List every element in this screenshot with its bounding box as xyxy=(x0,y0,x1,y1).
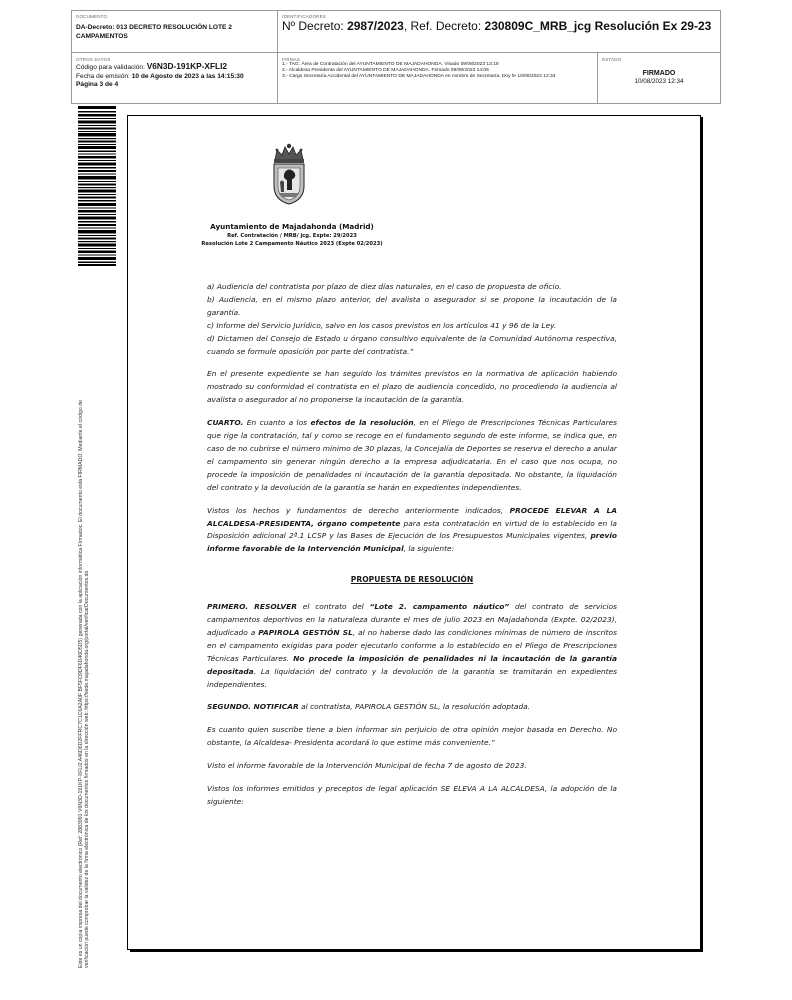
ref-line: Ref. Contratación / MRB/ jcg. Expte: 29/2023 xyxy=(227,233,357,239)
ref-code: 230809C_MRB_jcg Resolución Ex 29-23 xyxy=(484,19,712,33)
firma-item: 3.- Cargo Secretaría Accidental del AYUNTAMIENTO DE MAJADAHONDA en nombre de Secretaría. Doy fe 10/08/2023 12:34 xyxy=(282,74,556,79)
fecha-prefix: Fecha de emisión: xyxy=(76,72,130,80)
barcode-image xyxy=(78,106,116,266)
documento-value: DA-Decreto: 013 DECRETO RESOLUCIÓN LOTE 2 CAMPAMENTOS xyxy=(76,24,232,40)
propuesta-title: PROPUESTA DE RESOLUCIÓN xyxy=(350,575,474,585)
codigo-value[interactable]: V6N3D-191KP-XFLI2 xyxy=(146,61,227,71)
vistos-paragraph xyxy=(207,505,617,557)
letterhead xyxy=(192,222,392,248)
margin-line: verificación puede comprobar la validez de la firma electrónica de los documentos firmados en la dirección web: https://sede.majadahonda.org/portal/verificarDocumentos.do xyxy=(84,570,91,968)
estado-value: FIRMADO xyxy=(642,70,676,77)
coat-of-arms-icon xyxy=(265,142,313,206)
primero-paragraph xyxy=(207,601,617,691)
emphasis: “Lote 2. campamento náutico” xyxy=(369,602,510,612)
org-name: Ayuntamiento de Majadahonda (Madrid) xyxy=(210,222,374,231)
ref-prefix: , Ref. Decreto: xyxy=(403,19,482,33)
cuarto-heading: CUARTO. xyxy=(207,418,244,428)
paragraph: a) Audiencia del contratista por plazo de diez días naturales, en el caso de propuesta de oficio. xyxy=(207,282,562,291)
text-run: al contratista, PAPIROLA GESTIÓN SL, la resolución adoptada. xyxy=(298,702,531,712)
emphasis: PROCEDE ELEVAR A LA ALCALDESA-PRESIDENTA, órgano competente xyxy=(207,505,617,528)
emphasis: efectos de la resolución xyxy=(310,418,414,428)
paragraph: En el presente expediente se han seguido los trámites previstos en la normativa de aplicación habiendo mostrado su conformidad el contratista en el plazo de audiencia concedido, no procediendo la audiencia al avalista o asegurador al no proponerse la incautación de la garantía. xyxy=(207,369,617,405)
firmas-cell xyxy=(278,53,598,103)
otros-label: OTROS DATOS xyxy=(76,57,111,62)
text-run: el contrato del xyxy=(296,602,370,612)
subject-line: Resolución Lote 2 Campamento Náutico 2023 (Expte 02/2023) xyxy=(201,241,383,247)
firma-item: 1.- TAG. Área de Contratación del AYUNTAMIENTO DE MAJADAHONDA. Visado 09/08/2023 13:19 xyxy=(282,62,499,67)
codigo-prefix: Código para validación: xyxy=(76,64,145,71)
emphasis: previo informe favorable de la Intervención Municipal xyxy=(207,531,617,554)
fecha-value: 10 de Agosto de 2023 a las 14:15:30 xyxy=(131,72,244,80)
cuarto-paragraph xyxy=(207,417,617,494)
segundo-paragraph xyxy=(207,701,617,714)
paragraph: d) Dictamen del Consejo de Estado u órgano consultivo equivalente de la Comunidad Autónoma respectiva, cuando se formule oposición por parte del contratista.” xyxy=(207,333,617,356)
text-run: , al no haberse dado las condiciones mínimas de número de inscritos en el campamento exigidas para poder ejecutarlo conforme a lo establecido en el Pliego de Prescripciones Técnicas Particulares. xyxy=(207,627,617,663)
decreto-number: 2987/2023 xyxy=(347,19,404,33)
verification-margin-text xyxy=(78,308,91,968)
codigo-validacion xyxy=(76,62,273,73)
decreto-prefix: Nº Decreto: xyxy=(282,19,344,33)
paragraph: Visto el informe favorable de la Intervención Municipal de fecha 7 de agosto de 2023. xyxy=(207,761,527,771)
text-run: , la siguiente: xyxy=(403,544,455,554)
documento-cell xyxy=(72,11,278,53)
text-run: . La liquidación del contrato y la devolución de la garantía se tramitarán en expedientes independientes. xyxy=(207,666,617,689)
document-header xyxy=(71,10,721,104)
primero-heading: PRIMERO. RESOLVER xyxy=(207,602,297,612)
paragraph: b) Audiencia, en el mismo plazo anterior, del avalista o asegurador si se propone la incautación de la garantía. xyxy=(207,294,617,317)
identificadores-cell xyxy=(278,11,720,53)
paragraph: Es cuanto quien suscribe tiene a bien informar sin perjuicio de otra opinión mejor basada en Derecho. No obstante, la Alcaldesa- Presidenta acordará lo que estime más conveniente.” xyxy=(207,725,617,748)
text-run: En cuanto a los xyxy=(243,418,311,428)
otros-datos-cell xyxy=(72,53,278,103)
firmas-label: FIRMAS xyxy=(282,57,301,62)
fecha-emision xyxy=(76,73,273,82)
emphasis: No procede la imposición de penalidades ni la incautación de la garantía depositada xyxy=(207,653,618,676)
identificadores-label: IDENTIFICADORES xyxy=(282,14,327,19)
text-run: , en el Pliego de Prescripciones Técnicas Particulares que rige la contratación, tal y como se recoge en el fundamento segundo de este informe, se indica que, en caso de no cubrirse el número mínimo de 30 plazas, la Concejalía de Deportes se reserva el derecho a anular el campamento sin generar ningún derecho a la empresa adjudicataria. En el caso que nos ocupa, no procede la imposición de penalidades ni incautación de la garantía depositada. No obstante, la liquidación del contrato y la devolución de la garantía se harán en expedientes independientes. xyxy=(207,418,618,492)
text-run: para esta contratación en virtud de lo establecido en la Disposición adicional 2ª.1 LCSP y las Bases de Ejecución de los Presupuestos Municipales vigentes, xyxy=(207,518,617,541)
firma-item: 2.- Alcaldesa Presidenta del AYUNTAMIENTO DE MAJADAHONDA. Firmado 09/08/2023 14:05 xyxy=(282,68,489,73)
segundo-heading: SEGUNDO. NOTIFICAR xyxy=(207,702,299,712)
pagina-indicator: Página 3 de 4 xyxy=(76,81,119,89)
decreto-identifier xyxy=(282,19,716,33)
estado-cell xyxy=(598,53,720,103)
estado-label: ESTADO xyxy=(602,57,622,62)
estado-fecha: 10/08/2023 12:34 xyxy=(634,78,684,85)
paragraph: c) Informe del Servicio Jurídico, salvo en los casos previstos en los artículos 41 y 96 de la Ley. xyxy=(207,320,557,330)
margin-line: Este es un copia impresa del documento electrónico (Ref: 2883991 V6N3D-191KP-XFLI2 A46D6D2FFRC7C1C6A2A0F BF5FD9DF6D46D5D5) generada con la aplicación informática Firmadoc. El documento está FIRMADO. Mediante el código de xyxy=(78,399,84,968)
paragraph: Vistos los informes emitidos y preceptos de legal aplicación SE ELEVA A LA ALCALDESA, la adopción de la siguiente: xyxy=(207,784,617,806)
text-run: Vistos los hechos y fundamentos de derecho anteriormente indicados, xyxy=(207,505,510,515)
text-run: del contrato de servicios campamentos deportivos en la naturaleza durante el mes de julio 2023 en Majadahonda (Expte. 02/2023), adjudicado a xyxy=(207,602,617,637)
emphasis: PAPIROLA GESTIÓN SL xyxy=(258,627,353,637)
document-body xyxy=(207,281,617,809)
documento-label: DOCUMENTO xyxy=(76,14,108,19)
